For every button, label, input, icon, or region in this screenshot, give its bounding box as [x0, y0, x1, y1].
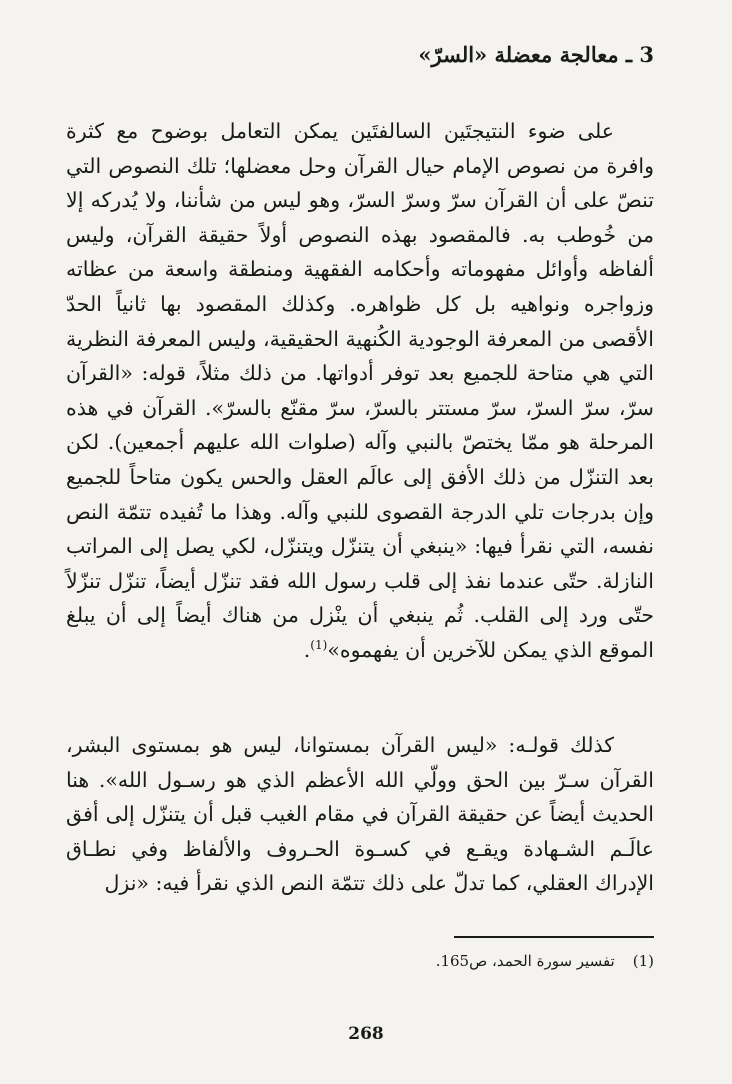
footnote [436, 952, 654, 970]
body-paragraph-2 [66, 728, 654, 901]
footnote-divider [454, 936, 654, 938]
paragraph-2-text: كذلك قولـه: «ليس القرآن بمستوانا، ليس هو بمستوى البشر، القرآن سـرّ بين الحق وولّي الله الأعظم الذي هو رسـول الله». هنا الحديث أيضاً عن حقيقة القرآن في مقام الغيب قبل أن يتنزّل إلى أفق عالَـم الشـهادة ويقـع في كسـوة الحـروف والألفاظ وفي نطـاق الإدراك العقلي، كما تدلّ على ذلك تتمّة النص الذي نقرأ فيه: «نزل [66, 733, 654, 896]
paragraph-1-end: . [303, 637, 311, 662]
body-paragraph-1 [66, 114, 654, 668]
footnote-number: (1) [632, 952, 654, 970]
section-heading: 3 ـ معالجة معضلة «السرّ» [418, 42, 654, 67]
footnote-text: تفسير سورة الحمد، ص165. [435, 952, 615, 970]
paragraph-1-text: على ضوء النتيجتَين السالفتَين يمكن التعامل بوضوح مع كثرة وافرة من نصوص الإمام حيال القرآن وحل معضلها؛ تلك النصوص التي تنصّ على أن القرآن سرّ وسرّ السرّ، وهو ليس من شأننا، ولا يُدركه إلا من خُوطب به. فالمقصود بهذه النصوص أولاً حقيقة القرآن، وليس ألفاظه وأوائل مفهوماته وأحكامه الفقهية ومنطقة واسعة من عظاته وزواجره ونواهيه بل كل ظواهره. وكذلك المقصود بها ثانياً الحدّ الأقصى من المعرفة الوجودية الكُنهية الحقيقية، وليس المعرفة النظرية التي هي متاحة للجميع بعد توفر أدواتها. من ذلك مثلاً، قوله: «القرآن سرّ، سرّ السرّ، سرّ مستتر بالسرّ، سرّ مقنّع بالسرّ». القرآن في هذه المرحلة هو ممّا يختصّ بالنبي وآله (صلوات الله عليهم أجمعين). لكن بعد التنزّل من ذلك الأفق إلى عالَم العقل والحس يكون متاحاً للجميع وإن بدرجات تلي الدرجة القصوى للنبي وآله. وهذا ما تُفيده تتمّة النص نفسه، التي نقرأ فيها: «ينبغي أن يتنزّل ويتنزّل، لكي يصل إلى المراتب النازلة. حتّى عندما نفذ إلى قلب رسول الله فقد تنزّل أيضاً، تنزّل تنزّلاً حتّى ورد إلى القلب. ثُم ينبغي أن ينْزل من هناك أيضاً إلى أن يبلغ الموقع الذي يمكن للآخرين أن يفهموه» [66, 119, 654, 662]
footnote-reference[interactable]: (1) [310, 638, 328, 653]
page-number: 268 [348, 1024, 384, 1044]
